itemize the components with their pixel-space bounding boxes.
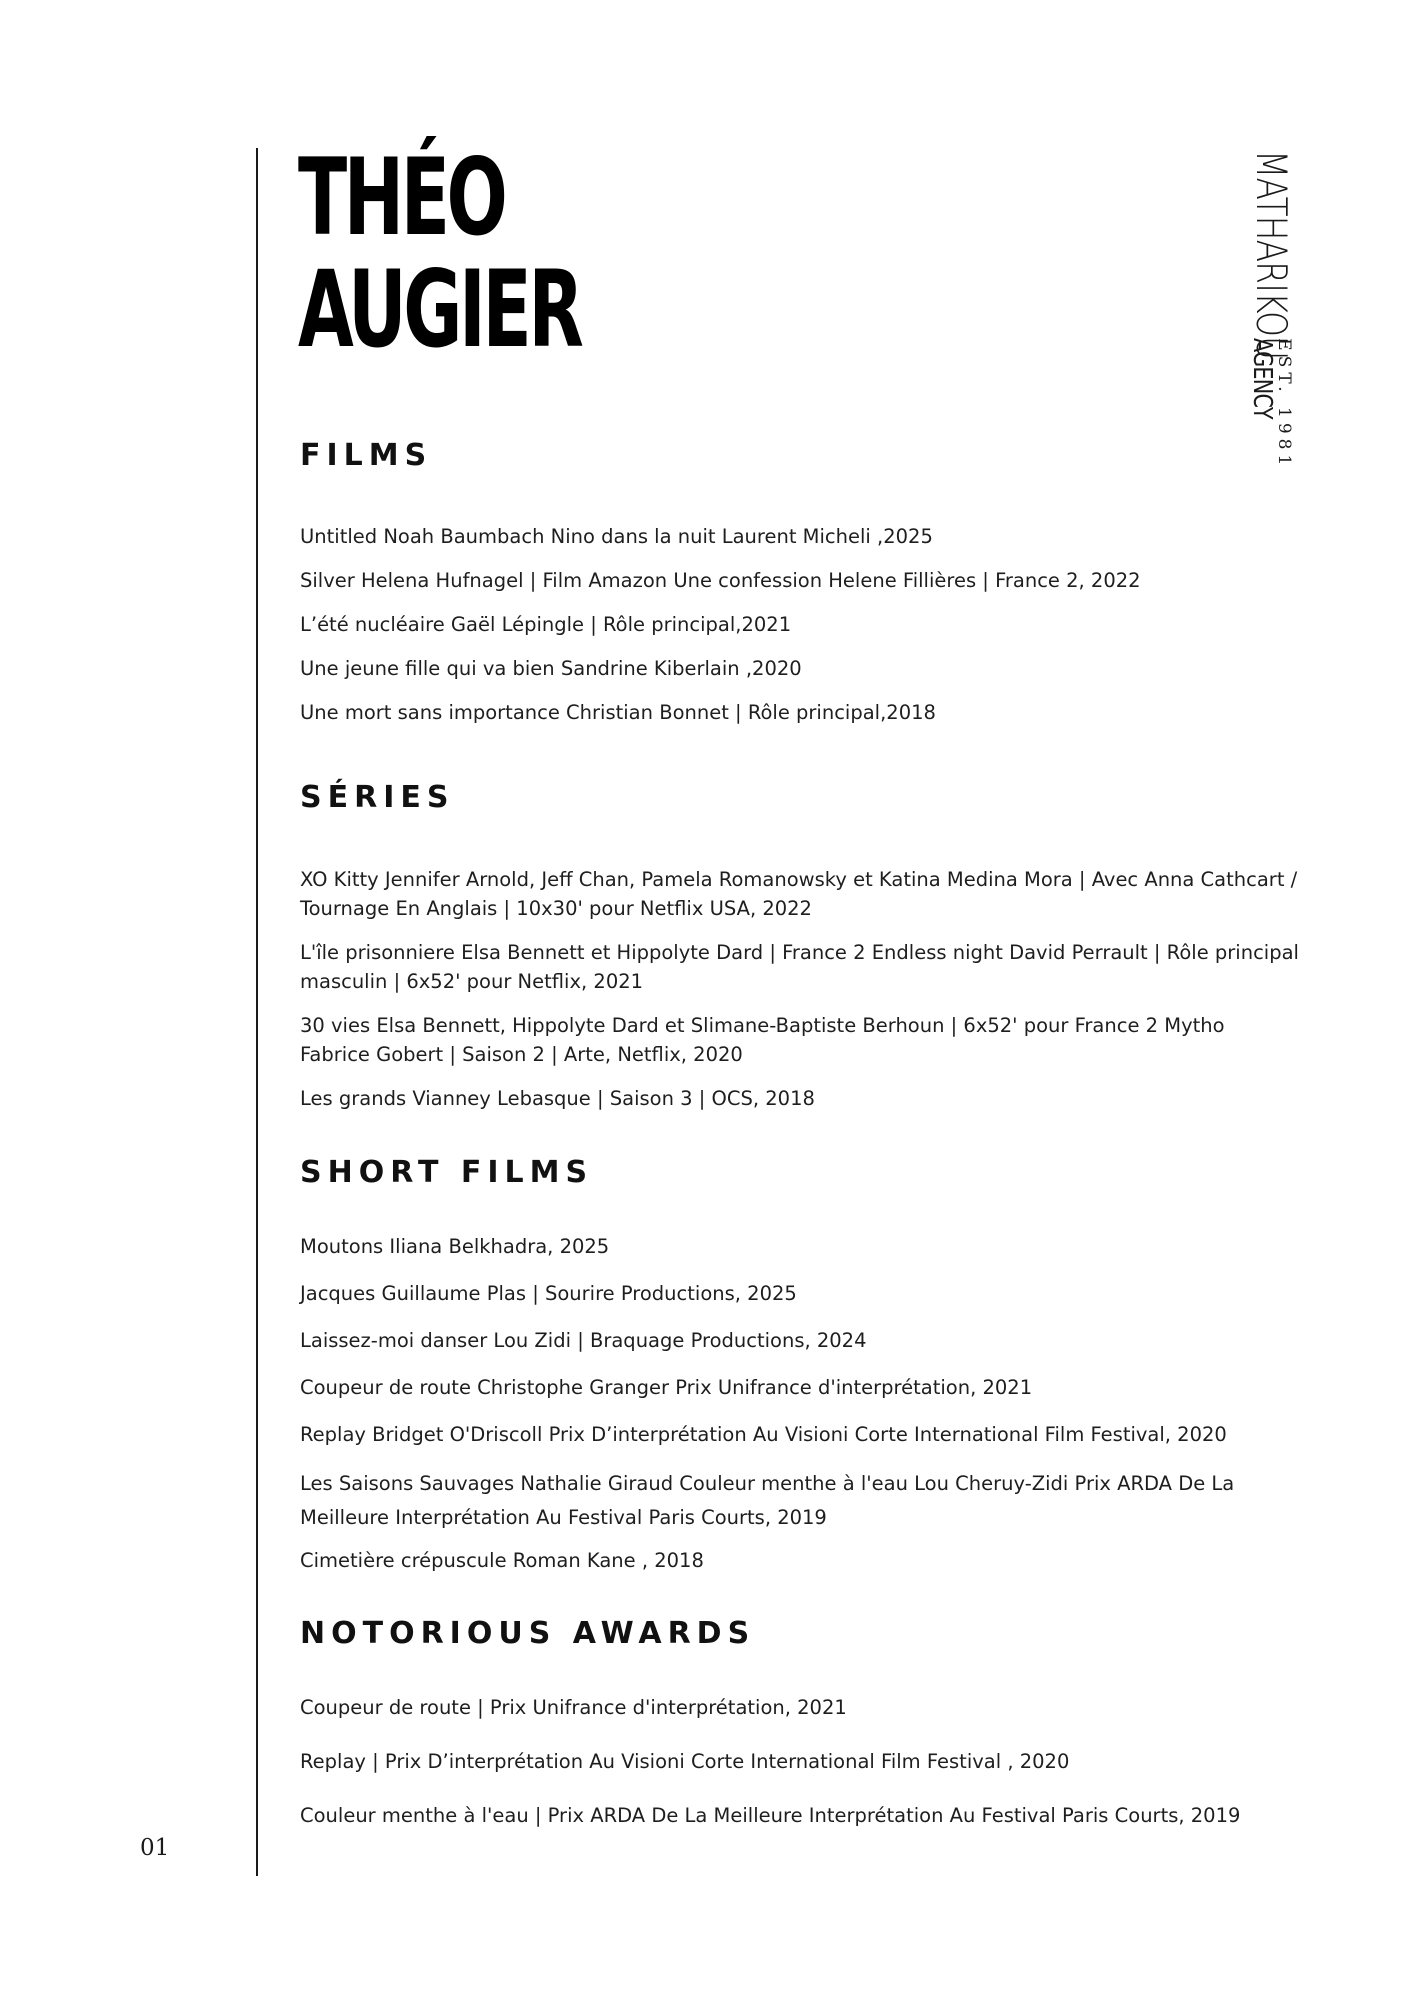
short-films-entry: Les Saisons Sauvages Nathalie Giraud Couleur menthe à l'eau Lou Cheruy-Zidi Prix ARDA De La Meilleure Interprétation Au Festival Paris Courts, 2019	[300, 1472, 1235, 1529]
agency-logo-est: EST. 1981	[1274, 338, 1295, 471]
short-films-entry: Jacques Guillaume Plas | Sourire Productions, 2025	[300, 1282, 797, 1305]
agency-logo	[1237, 150, 1305, 580]
films-entry: Silver Helena Hufnagel | Film Amazon Une confession Helene Fillières | France 2, 2022	[300, 569, 1141, 592]
awards-entry: Replay | Prix D’interprétation Au Visioni Corte International Film Festival , 2020	[300, 1750, 1070, 1773]
series-entry: XO Kitty Jennifer Arnold, Jeff Chan, Pamela Romanowsky et Katina Medina Mora | Avec Anna Cathcart / Tournage En Anglais | 10x30' pour Netflix USA, 2022	[300, 868, 1298, 920]
section-title-short-films: SHORT FILMS	[300, 1155, 594, 1190]
films-entry: Une jeune fille qui va bien Sandrine Kiberlain ,2020	[300, 657, 802, 680]
actor-name	[298, 136, 713, 371]
agency-logo-agency: AGENCY	[1247, 338, 1278, 420]
series-entry: L'île prisonniere Elsa Bennett et Hippolyte Dard | France 2 Endless night David Perrault | Rôle principal masculin | 6x52' pour Netflix, 2021	[300, 941, 1299, 993]
page-number: 01	[140, 1835, 170, 1861]
short-films-entry: Laissez-moi danser Lou Zidi | Braquage Productions, 2024	[300, 1329, 867, 1352]
section-title-series: SÉRIES	[300, 780, 455, 815]
films-entry: Untitled Noah Baumbach Nino dans la nuit Laurent Micheli ,2025	[300, 525, 933, 548]
agency-logo-name: MATHARIKOU	[1247, 150, 1296, 360]
section-title-films: FILMS	[300, 438, 433, 473]
vertical-divider-line	[256, 148, 258, 1876]
series-entry: 30 vies Elsa Bennett, Hippolyte Dard et Slimane-Baptiste Berhoun | 6x52' pour France 2 Mytho Fabrice Gobert | Saison 2 | Arte, Netflix, 2020	[300, 1014, 1225, 1066]
films-entry: Une mort sans importance Christian Bonnet | Rôle principal,2018	[300, 701, 936, 724]
actor-first-name: THÉO	[298, 136, 505, 259]
awards-entry: Coupeur de route | Prix Unifrance d'interprétation, 2021	[300, 1696, 847, 1719]
short-films-entry: Coupeur de route Christophe Granger Prix Unifrance d'interprétation, 2021	[300, 1376, 1033, 1399]
series-entry: Les grands Vianney Lebasque | Saison 3 | OCS, 2018	[300, 1087, 815, 1110]
films-entry: L’été nucléaire Gaël Lépingle | Rôle principal,2021	[300, 613, 792, 636]
short-films-entry: Cimetière crépuscule Roman Kane , 2018	[300, 1549, 704, 1572]
awards-entry: Couleur menthe à l'eau | Prix ARDA De La Meilleure Interprétation Au Festival Paris Courts, 2019	[300, 1804, 1241, 1827]
short-films-entry: Replay Bridget O'Driscoll Prix D’interprétation Au Visioni Corte International Film Festival, 2020	[300, 1423, 1227, 1446]
actor-last-name: AUGIER	[298, 248, 581, 371]
short-films-entry: Moutons Iliana Belkhadra, 2025	[300, 1235, 610, 1258]
section-title-notorious-awards: NOTORIOUS AWARDS	[300, 1616, 756, 1651]
